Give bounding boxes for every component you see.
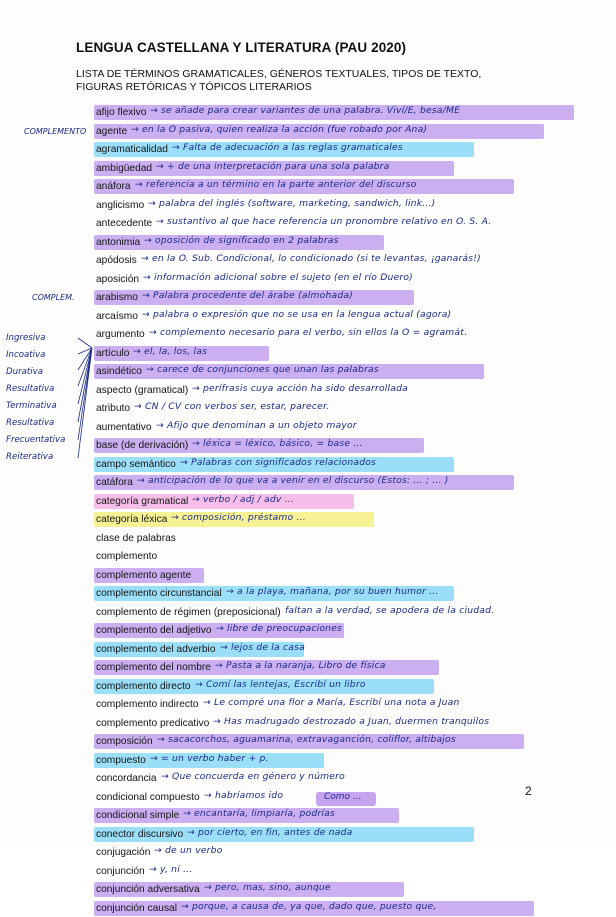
term-label: categoría gramatical: [96, 495, 188, 508]
term-label: catáfora: [96, 476, 133, 489]
handwritten-note: → + de una interpretación para una sola palabra: [156, 160, 390, 174]
handwritten-note: → porque, a causa de, ya que, dado que, puesto que,: [181, 900, 437, 914]
aspect-type-note: Incoativa: [6, 347, 65, 364]
handwritten-note: → y, ni ...: [149, 863, 192, 877]
handwritten-note: → el, la, los, las: [133, 345, 207, 359]
term-label: clase de palabras: [96, 532, 176, 545]
page-number: 2: [525, 784, 532, 798]
handwritten-note: → pero, mas, sino, aunque: [204, 881, 331, 895]
term-label: aspecto (gramatical): [96, 384, 188, 397]
term-label: agente: [96, 125, 127, 138]
term-row: [0, 751, 616, 770]
handwritten-note: → Afijo que denominan a un objeto mayor: [156, 419, 357, 433]
handwritten-note: → habríamos ido: [204, 789, 283, 803]
term-row: [0, 436, 616, 455]
handwritten-note: → información adicional sobre el sujeto (en el río Duero): [143, 271, 413, 285]
term-row: [0, 788, 616, 807]
term-row: [0, 103, 616, 122]
bottom-note-text: Como ...: [324, 792, 362, 802]
handwritten-note: faltan a la verdad, se apodera de la ciudad.: [285, 604, 494, 618]
term-label: complemento indirecto: [96, 698, 199, 711]
handwritten-note: → referencia a un término en la parte anterior del discurso: [135, 178, 417, 192]
handwritten-note: → CN / CV con verbos ser, estar, parecer.: [134, 400, 329, 414]
handwritten-note: → Falta de adecuación a las reglas gramaticales: [172, 141, 403, 155]
term-row: [0, 825, 616, 844]
term-row: [0, 177, 616, 196]
handwritten-note: → Le compré una flor a María, Escribí una nota a Juan: [203, 696, 460, 710]
term-row: [0, 270, 616, 289]
handwritten-note: → en la O pasiva, quien realiza la acción (fue robado por Ana): [131, 123, 427, 137]
term-label: apódosis: [96, 254, 137, 267]
handwritten-note: → composición, préstamo ...: [171, 511, 306, 525]
handwritten-note: → anticipación de lo que va a venir en el discurso (Estos: ... ; ... ): [137, 474, 449, 488]
term-row: [0, 233, 616, 252]
term-row: [0, 714, 616, 733]
term-label: condicional simple: [96, 809, 179, 822]
aspect-type-note: Frecuentativa: [6, 432, 65, 449]
term-label: arabismo: [96, 291, 138, 304]
term-row: [0, 899, 616, 917]
term-row: [0, 251, 616, 270]
term-row: [0, 510, 616, 529]
handwritten-note: → Has madrugado destrozado a Juan, duermen tranquilos: [213, 715, 489, 729]
term-row: [0, 140, 616, 159]
term-row: [0, 529, 616, 548]
term-row: [0, 695, 616, 714]
term-row: [0, 547, 616, 566]
handwritten-note: → Pasta a la naranja, Libro de física: [215, 659, 386, 673]
term-label: anglicismo: [96, 199, 144, 212]
term-label: anáfora: [96, 180, 131, 193]
term-row: [0, 196, 616, 215]
term-label: conjugación: [96, 846, 150, 859]
term-row: [0, 418, 616, 437]
term-row: [0, 862, 616, 881]
term-row: [0, 288, 616, 307]
term-label: complemento directo: [96, 680, 191, 693]
term-row: [0, 732, 616, 751]
handwritten-note: → léxica = léxico, básico, = base ...: [192, 437, 363, 451]
term-label: conjunción causal: [96, 902, 177, 915]
term-label: complemento predicativo: [96, 717, 209, 730]
handwritten-note: → encantaría, limpiaría, podrías: [183, 807, 335, 821]
aspect-type-note: Ingresiva: [6, 330, 65, 347]
term-row: [0, 566, 616, 585]
bottom-note: [316, 792, 376, 806]
term-row: [0, 769, 616, 788]
handwritten-note: → por cierto, en fin, antes de nada: [187, 826, 352, 840]
term-row: [0, 399, 616, 418]
term-row: [0, 344, 616, 363]
handwritten-note: → complemento necesario para el verbo, sin ellos la O = agramát.: [149, 326, 467, 340]
term-label: complemento del nombre: [96, 661, 211, 674]
term-label: aposición: [96, 273, 139, 286]
term-label: complemento: [96, 550, 157, 563]
term-label: complemento del adjetivo: [96, 624, 212, 637]
term-label: conector discursivo: [96, 828, 183, 841]
handwritten-note: → lejos de la casa: [220, 641, 305, 655]
term-label: concordancia: [96, 772, 157, 785]
term-label: campo semántico: [96, 458, 176, 471]
term-label: complemento circunstancial: [96, 587, 222, 600]
handwritten-note: → verbo / adj / adv ...: [192, 493, 294, 507]
term-row: [0, 640, 616, 659]
subtitle-line-1: LISTA DE TÉRMINOS GRAMATICALES, GÉNEROS TEXTUALES, TIPOS DE TEXTO,: [76, 68, 546, 81]
term-label: afijo flexivo: [96, 106, 146, 119]
term-row: [0, 492, 616, 511]
term-label: complemento de régimen (preposicional): [96, 606, 281, 619]
aspect-type-note: Resultativa: [6, 381, 65, 398]
term-label: compuesto: [96, 754, 146, 767]
term-row: [0, 473, 616, 492]
aspect-type-note: Durativa: [6, 364, 65, 381]
handwritten-note: → libre de preocupaciones: [216, 622, 342, 636]
handwritten-note: → palabra o expresión que no se usa en la lengua actual (agora): [142, 308, 451, 322]
aspect-type-note: Terminativa: [6, 398, 65, 415]
handwritten-note: → de un verbo: [154, 844, 223, 858]
handwritten-note: → Palabra procedente del árabe (almohada): [142, 289, 353, 303]
handwritten-note: → perífrasis cuya acción ha sido desarrollada: [192, 382, 408, 396]
term-label: complemento del adverbio: [96, 643, 216, 656]
handwritten-note: → = un verbo haber + p.: [150, 752, 269, 766]
term-row: [0, 455, 616, 474]
term-row: [0, 214, 616, 233]
term-label: condicional compuesto: [96, 791, 200, 804]
handwritten-note: → a la playa, mañana, por su buen humor ...: [226, 585, 439, 599]
term-label: agramaticalidad: [96, 143, 168, 156]
term-row: [0, 603, 616, 622]
term-row: [0, 806, 616, 825]
term-row: [0, 843, 616, 862]
aspect-type-note: Resultativa: [6, 415, 65, 432]
term-row: [0, 122, 616, 141]
term-row: [0, 658, 616, 677]
term-row: [0, 381, 616, 400]
term-label: complemento agente: [96, 569, 191, 582]
handwritten-note: → palabra del inglés (software, marketing, sandwich, link...): [148, 197, 435, 211]
handwritten-note: → en la O. Sub. Condicional, lo condicionado (si te levantas, ¡ganarás!): [141, 252, 481, 266]
term-label: asindético: [96, 365, 142, 378]
term-label: base (de derivación): [96, 439, 188, 452]
handwritten-note: → sustantivo al que hace referencia un pronombre relativo en O. S. A.: [156, 215, 491, 229]
term-row: [0, 880, 616, 899]
handwritten-note: → Que concuerda en género y número: [161, 770, 345, 784]
document-title: LENGUA CASTELLANA Y LITERATURA (PAU 2020): [76, 40, 406, 55]
term-label: antonimia: [96, 236, 140, 249]
term-label: conjunción adversativa: [96, 883, 200, 896]
term-row: [0, 584, 616, 603]
handwritten-note: → Comí las lentejas, Escribí un libro: [195, 678, 366, 692]
term-row: [0, 677, 616, 696]
term-label: ambigüedad: [96, 162, 152, 175]
aspect-type-note: Reiterativa: [6, 449, 65, 466]
margin-note-complem: COMPLEM.: [32, 293, 75, 302]
handwritten-note: → sacacorchos, aguamarina, extravaganción, coliflor, altibajos: [157, 733, 456, 747]
term-row: [0, 362, 616, 381]
term-row: [0, 325, 616, 344]
handwritten-note: → carece de conjunciones que unan las palabras: [146, 363, 379, 377]
term-label: composición: [96, 735, 153, 748]
term-label: arcaísmo: [96, 310, 138, 323]
term-label: argumento: [96, 328, 145, 341]
term-label: categoría léxica: [96, 513, 167, 526]
handwritten-note: → oposición de significado en 2 palabras: [144, 234, 339, 248]
term-row: [0, 621, 616, 640]
handwritten-note: → se añade para crear variantes de una palabra. Viví/E, besa/ME: [150, 104, 460, 118]
term-label: conjunción: [96, 865, 145, 878]
term-row: [0, 307, 616, 326]
term-row: [0, 159, 616, 178]
term-list: [0, 103, 616, 917]
term-label: antecedente: [96, 217, 152, 230]
term-label: artículo: [96, 347, 129, 360]
document-subtitle: [76, 68, 546, 93]
subtitle-line-2: FIGURAS RETÓRICAS Y TÓPICOS LITERARIOS: [76, 81, 546, 94]
term-label: aumentativo: [96, 421, 152, 434]
term-label: atributo: [96, 402, 130, 415]
margin-note-complemento: COMPLEMENTO: [24, 127, 86, 136]
handwritten-note: → Palabras con significados relacionados: [180, 456, 376, 470]
